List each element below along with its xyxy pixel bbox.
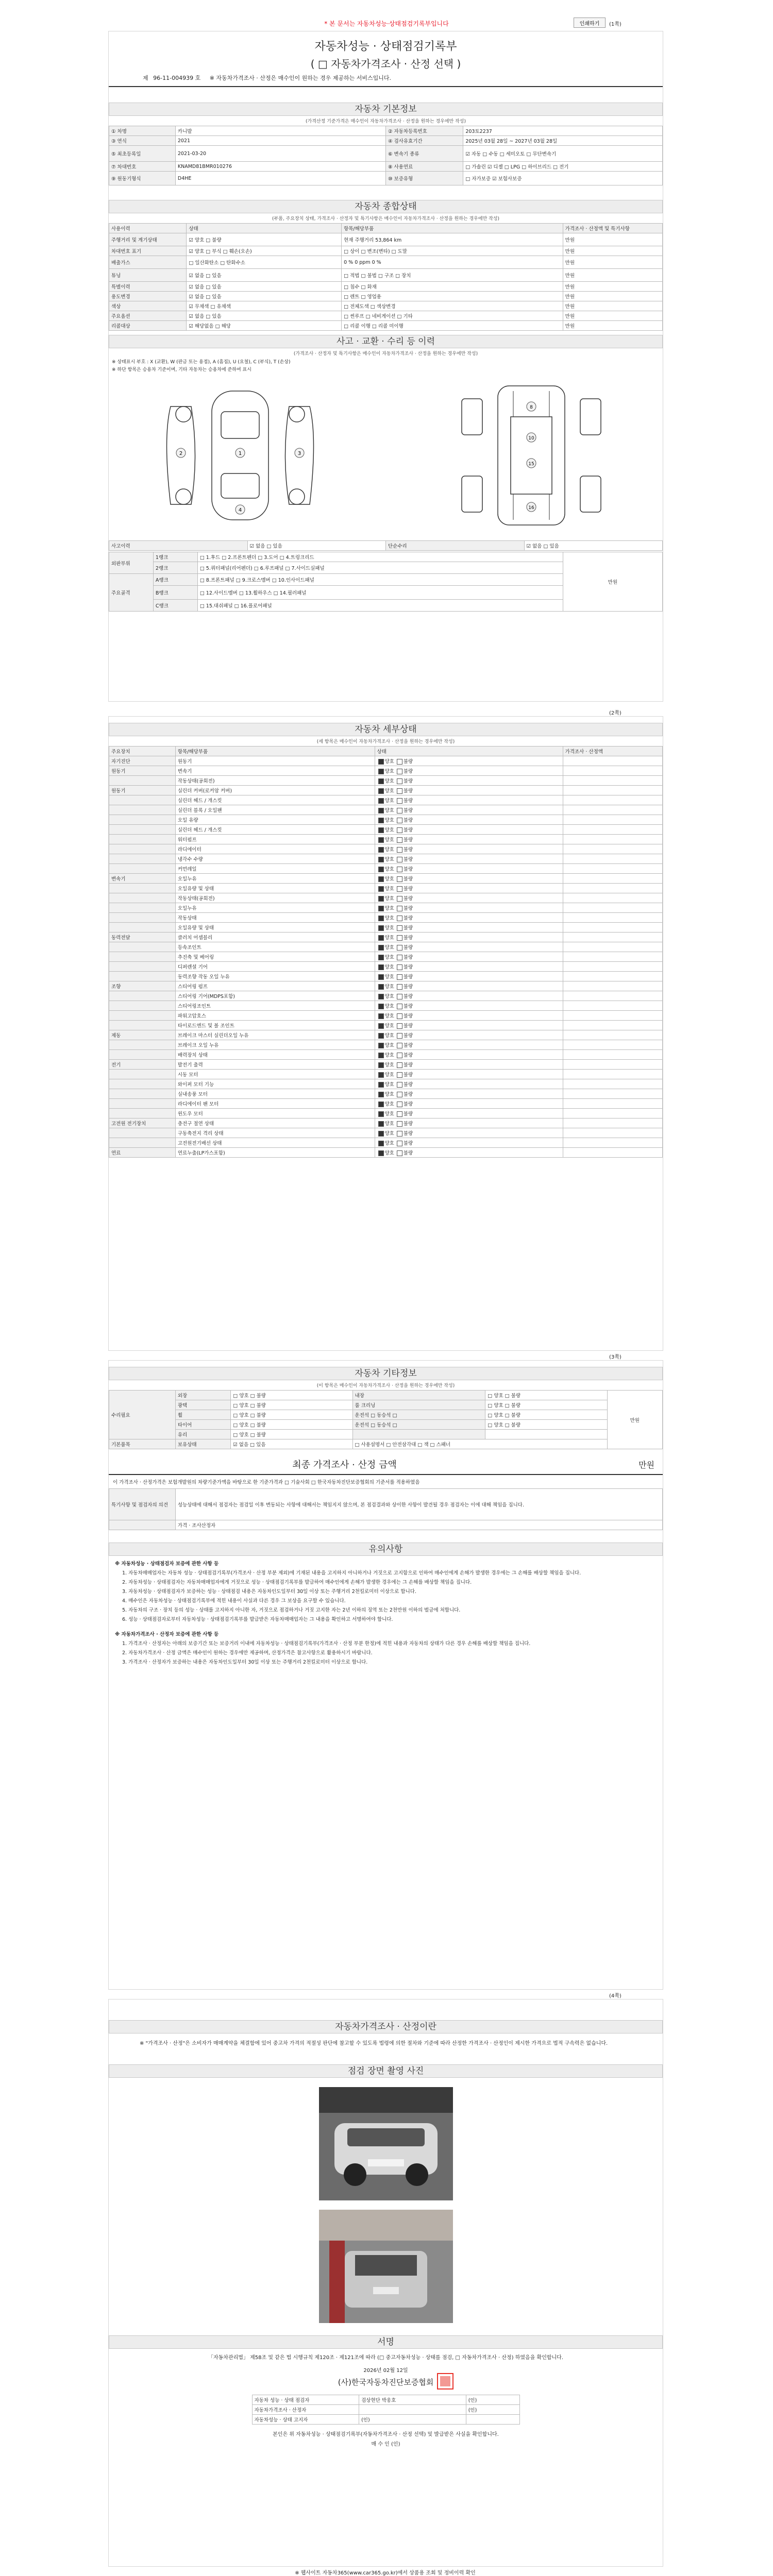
table-row: C랭크 □ 15.대쉬패널 □ 16.플로어패널 — [109, 600, 663, 612]
status-cell: 양호 불량 — [375, 805, 563, 815]
status-cell: 양호 불량 — [375, 1079, 563, 1089]
etc-table — [109, 1390, 663, 1449]
checkbox-icon — [397, 916, 402, 921]
doc-title: 자동차성능 · 상태점검기록부 — [314, 40, 457, 53]
checkbox-icon — [397, 896, 402, 902]
status-cell: 양호 불량 — [375, 786, 563, 795]
table-row: 와이퍼 모터 기능 양호 불량 — [109, 1079, 663, 1089]
table-row: 추진축 및 베어링 양호 불량 — [109, 952, 663, 962]
checkbox-icon — [397, 1062, 402, 1068]
table-row: 2랭크 □ 5.쿼터패널(리어펜더) □ 6.루프패널 □ 7.사이드실패널 — [109, 562, 663, 574]
status-cell: 양호 불량 — [375, 1030, 563, 1040]
checkbox-icon — [397, 778, 402, 784]
checkbox-icon — [378, 974, 384, 980]
checkbox-icon — [378, 759, 384, 765]
checkbox-icon — [378, 1111, 384, 1117]
checkbox-icon — [378, 1043, 384, 1048]
table-row: 조향 스티어링 펌프 양호 불량 — [109, 981, 663, 991]
page-4 — [108, 1999, 663, 2567]
table-row: 제동 브레이크 마스터 실린더오일 누유 양호 불량 — [109, 1030, 663, 1040]
checkbox-icon — [378, 818, 384, 823]
checkbox-icon — [378, 1092, 384, 1097]
table-row: 배력장치 상태 양호 불량 — [109, 1050, 663, 1060]
table-row: 냉각수 수량 양호 불량 — [109, 854, 663, 864]
table-row: 원동기 실린더 커버(로커암 커버) 양호 불량 — [109, 786, 663, 795]
status-cell: 양호 불량 — [375, 933, 563, 942]
table-row: 디퍼렌셜 기어 양호 불량 — [109, 962, 663, 972]
doc-no-label: 제 — [143, 75, 148, 81]
sign-date: 2026년 02월 12일 — [363, 2368, 408, 2374]
overall-table — [109, 223, 663, 331]
table-row: 주요골격 A랭크 □ 8.프론트패널 □ 9.크로스멤버 □ 10.인사이드패널 — [109, 574, 663, 586]
table-row: 고전원 전기장치 충전구 절연 상태 양호 불량 — [109, 1118, 663, 1128]
status-cell: 양호 불량 — [375, 972, 563, 981]
checkbox-icon — [397, 1121, 402, 1127]
checkbox-icon — [397, 1043, 402, 1048]
table-row: 오일누유 양호 불량 — [109, 903, 663, 913]
checkbox-icon — [378, 1013, 384, 1019]
status-cell: 양호 불량 — [375, 874, 563, 884]
doc-notice: ※ 자동차가격조사 · 산정은 매수인이 원하는 경우 제공하는 서비스입니다. — [209, 75, 392, 81]
table-row: 배출가스 □ 일산화탄소 □ 탄화수소 0 % 0 ppm 0 % 만원 — [109, 256, 663, 269]
table-row: 튜닝 ☑ 없음 □ 있음 □ 적법 □ 불법 □ 구조 □ 장치 만원 — [109, 269, 663, 282]
table-row: 연료 연료누출(LP가스포함) 양호 불량 — [109, 1148, 663, 1158]
status-cell: 양호 불량 — [375, 1021, 563, 1030]
final-note: 이 가격조사 · 산정가격은 보험개발원의 차량기준가액을 바탕으로 한 기준가격과 □ 기술사회 □ 한국자동차진단보증협회의 기준서를 적용하였음 — [113, 1480, 420, 1485]
checkbox-icon — [378, 867, 384, 872]
table-row: 특별이력 ☑ 없음 □ 있음 □ 침수 □ 화재 만원 — [109, 282, 663, 292]
checkbox-icon — [397, 935, 402, 941]
basic-table — [109, 126, 663, 185]
table-row: 가격 · 조사산정자 — [109, 1520, 663, 1530]
table-row: 스티어링조인트 양호 불량 — [109, 1001, 663, 1011]
accident-sub: (가격조사 · 산정자 및 특기사항은 매수인이 자동차가격조사 · 산정을 원하는 경우에만 작성) — [293, 351, 478, 357]
table-row: 파워고압호스 양호 불량 — [109, 1011, 663, 1021]
overall-sub: (부품, 주요장치 상태, 가격조사 · 산정자 및 특기사항은 매수인이 자동차가격조사 · 산정을 원하는 경우에만 작성) — [272, 216, 500, 222]
checkbox-icon — [378, 1053, 384, 1058]
buyer-sign: 매 수 인 (인) — [371, 2442, 400, 2447]
sign-text: 「자동차관리법」 제58조 및 같은 법 시행규칙 제120조 · 제121조에 따라 (□ 중고자동차성능 · 상태를 점검, □ 자동차가격조사 · 산정) 하였음을 확인합니다. — [208, 2355, 564, 2361]
table-row: 윈도우 모터 양호 불량 — [109, 1109, 663, 1118]
table-row: 브레이크 오일 누유 양호 불량 — [109, 1040, 663, 1050]
checkbox-icon — [378, 827, 384, 833]
page-number: (1쪽) — [609, 22, 621, 27]
caution-item: 5. 자동차의 구조 · 장치 등의 성능 · 상태를 고지하지 아니한 자, 거짓으로 점검하거나 거짓 고지한 자는 2년 이하의 징역 또는 2천만원 이하의 벌금에 처합니다. — [122, 1607, 461, 1613]
table-row: 변속기 오일누유 양호 불량 — [109, 874, 663, 884]
table-row: 사고이력 ☑ 없음 □ 있음 단순수리 ☑ 없음 □ 있음 — [109, 541, 663, 551]
svg-text:4: 4 — [238, 507, 242, 513]
detail-sub: (세 항목은 매수인이 자동차가격조사 · 산정을 원하는 경우에만 작성) — [316, 739, 455, 744]
caution-heading: ※ 자동차성능 · 상태점검자 보증에 관한 사항 등 — [115, 1561, 219, 1567]
status-cell: 양호 불량 — [375, 981, 563, 991]
page-number: (4쪽) — [609, 1993, 621, 1999]
detail-table — [109, 746, 663, 1158]
table-row: 오일유량 및 상태 양호 불량 — [109, 923, 663, 933]
status-cell: 양호 불량 — [375, 835, 563, 844]
table-row: 용도변경 ☑ 없음 □ 있음 □ 렌트 □ 영업용 만원 — [109, 292, 663, 301]
table-row: 실내송풍 모터 양호 불량 — [109, 1089, 663, 1099]
checkbox-icon — [378, 798, 384, 804]
checkbox-icon — [397, 759, 402, 765]
status-cell: 양호 불량 — [375, 942, 563, 952]
table-row: 기본품목 보유상태 ☑ 없음 □ 있음 □ 사용설명서 □ 안전삼각대 □ 잭 □ 스패너 — [109, 1439, 663, 1449]
checkbox-icon — [378, 906, 384, 911]
table-row: ① 차명 카니발 ② 자동차등록번호 203토2237 — [109, 126, 663, 136]
page-1 — [108, 31, 663, 702]
checkbox-icon — [397, 984, 402, 990]
table-row: 리콜대상 ☑ 해당없음 □ 해당 □ 리콜 이행 □ 리콜 미이행 만원 — [109, 321, 663, 331]
svg-text:8: 8 — [530, 405, 533, 410]
table-row: 색상 ☑ 무채색 □ 유채색 □ 전체도색 □ 색상변경 만원 — [109, 301, 663, 311]
status-cell: 양호 불량 — [375, 795, 563, 805]
checkbox-icon — [378, 984, 384, 990]
checkbox-icon — [378, 994, 384, 999]
checkbox-icon — [397, 1013, 402, 1019]
table-row: 워터펌프 양호 불량 — [109, 835, 663, 844]
checkbox-icon — [397, 994, 402, 999]
accident-legend: ※ 상태표시 부호 : X (교환), W (판금 또는 용접), A (흠집), U (요철), C (부식), T (손상) — [112, 360, 291, 365]
accident-note: ※ 하단 항목은 승용차 기준이며, 기타 자동차는 승용차에 준하여 표시 — [112, 367, 251, 372]
status-cell: 양호 불량 — [375, 844, 563, 854]
caution-list — [115, 1569, 657, 1623]
section-sign: 서명 — [109, 2335, 663, 2349]
section-info: 자동차가격조사 · 산정이란 — [109, 2020, 663, 2033]
status-cell: 양호 불량 — [375, 766, 563, 776]
table-row: 스티어링 기어(MDPS포함) 양호 불량 — [109, 991, 663, 1001]
table-row: 수리필요 외장 □ 양호 □ 불량 내장 □ 양호 □ 불량 만원 — [109, 1391, 663, 1400]
final-unit: 만원 — [638, 1460, 654, 1470]
table-row: 전기 발전기 출력 양호 불량 — [109, 1060, 663, 1070]
status-cell: 양호 불량 — [375, 884, 563, 893]
table-row: ③ 연식 2021 ④ 검사유효기간 2025년 03월 28일 ~ 2027년 03월 28일 — [109, 136, 663, 146]
checkbox-icon — [378, 857, 384, 862]
status-cell: 양호 불량 — [375, 1109, 563, 1118]
table-row: 자동차 성능 · 상태 점검자 검상현단 박웅호 (인) — [252, 2395, 519, 2405]
checkbox-icon — [378, 876, 384, 882]
table-row: 작동상태(공회전) 양호 불량 — [109, 776, 663, 786]
table-row: 등속조인트 양호 불량 — [109, 942, 663, 952]
checkbox-icon — [397, 867, 402, 872]
caution-item: 3. 가격조사 · 산정자가 보증하는 내용은 자동차인도일부터 30일 이상 또는 주행거리 2천킬로미터 이상으로 합니다. — [122, 1659, 368, 1665]
checkbox-icon — [397, 1072, 402, 1078]
table-row: 타이로드엔드 및 볼 조인트 양호 불량 — [109, 1021, 663, 1030]
stamp-icon — [436, 2372, 454, 2390]
page-3 — [108, 1360, 663, 1990]
status-cell: 양호 불량 — [375, 962, 563, 972]
svg-text:15: 15 — [528, 462, 534, 467]
table-row: 실린더 블록 / 오일팬 양호 불량 — [109, 805, 663, 815]
table-row: 광택 □ 양호 □ 불량 룸 크리닝 □ 양호 □ 불량 — [109, 1400, 663, 1410]
table-row: 구동축전지 격리 상태 양호 불량 — [109, 1128, 663, 1138]
table-row: 주행거리 및 계기상태 ☑ 양호 □ 불량 현재 주행거리 53,864 km 만원 — [109, 233, 663, 246]
checkbox-icon — [397, 1023, 402, 1029]
checkbox-icon — [378, 964, 384, 970]
caution-item: 6. 성능 · 상태점검자로부터 자동차성능 · 상태점검기록부를 발급받은 자동차매매업자는 그 내용을 확인하고 서명하여야 합니다. — [122, 1617, 393, 1622]
checkbox-icon — [397, 1033, 402, 1039]
checkbox-icon — [378, 808, 384, 814]
checkbox-icon — [378, 896, 384, 902]
checkbox-icon — [378, 788, 384, 794]
table-row: 유리 □ 양호 □ 불량 — [109, 1430, 663, 1439]
table-row: 타이어 □ 양호 □ 불량 운전석 □ 동승석 □ □ 양호 □ 불량 — [109, 1420, 663, 1430]
doc-no: 96-11-004939 — [153, 75, 194, 81]
table-row: ⑦ 차대번호 KNAMD81BMR010276 ⑧ 사용연료 □ 가솔린 ☑ 디젤 □ LPG □ 하이브리드 □ 전기 — [109, 162, 663, 172]
page-number: (2쪽) — [609, 710, 621, 716]
checkbox-icon — [397, 974, 402, 980]
table-row: B랭크 □ 12.사이드멤버 □ 13.휠하우스 □ 14.필러패널 — [109, 586, 663, 600]
status-cell: 양호 불량 — [375, 864, 563, 874]
sign-org: (사)한국자동차진단보증협회 — [338, 2378, 434, 2387]
checkbox-icon — [397, 1092, 402, 1097]
checkbox-icon — [397, 857, 402, 862]
info-text: ※ "가격조사 · 산정"은 소비자가 매매계약을 체결함에 있어 중고차 가격의 적절성 판단에 참고할 수 있도록 법령에 의한 절차와 기준에 따라 산정한 가격조사 · 산정인이 제시한 가격으로 법적 구속력은 없습니다. — [140, 2041, 608, 2046]
status-cell: 양호 불량 — [375, 1001, 563, 1011]
table-row: 실린더 헤드 / 개스킷 양호 불량 — [109, 825, 663, 835]
table-row: 원동기 변속기 양호 불량 — [109, 766, 663, 776]
checkbox-icon — [397, 837, 402, 843]
checkbox-icon — [397, 1141, 402, 1146]
checkbox-icon — [397, 1101, 402, 1107]
checkbox-icon — [378, 1131, 384, 1137]
car-diagrams — [109, 376, 663, 540]
table-row: 라디에이터 양호 불량 — [109, 844, 663, 854]
table-row: 작동상태 양호 불량 — [109, 913, 663, 923]
doc-no-suffix: 호 — [195, 75, 201, 81]
sign-table — [252, 2395, 520, 2425]
status-cell: 양호 불량 — [375, 903, 563, 913]
status-cell: 양호 불량 — [375, 1011, 563, 1021]
table-row: 특기사항 및 점검자의 의견 성능상태에 대해서 점검자는 점검일 이후 변동되는 사항에 대해서는 책임지지 않으며, 본 점검결과와 상이한 사항이 발견될 경우 점검자는 이에 대해 책임을 집니다. — [109, 1489, 663, 1520]
checkbox-icon — [378, 1082, 384, 1088]
final-table — [109, 1488, 663, 1530]
table-row: 시동 모터 양호 불량 — [109, 1070, 663, 1079]
checkbox-icon — [397, 886, 402, 892]
checkbox-icon — [397, 808, 402, 814]
caution-item: 1. 자동차매매업자는 자동차 성능 · 상태점검기록부(가격조사 · 산정 부분 제외)에 기재된 내용을 고지하지 아니하거나 거짓으로 고지함으로 인하여 매수인에게 손해가 발생한 경우에는 그 손해를 배상할 책임을 집니다. — [122, 1570, 581, 1576]
checkbox-icon — [397, 788, 402, 794]
checkbox-icon — [397, 876, 402, 882]
page-number: (3쪽) — [609, 1354, 621, 1360]
caution-item: 2. 자동차가격조사 · 산정 금액은 매수인이 원하는 경우에만 제공하며, 산정가격은 참고사항으로 활용하시기 바랍니다. — [122, 1650, 373, 1656]
accident-summary — [109, 540, 663, 551]
section-accident: 사고 · 교환 · 수리 등 이력 — [109, 335, 663, 348]
checkbox-icon — [378, 1004, 384, 1009]
checkbox-icon — [397, 925, 402, 931]
svg-text:3: 3 — [297, 451, 301, 456]
top-notice: * 본 문서는 자동차성능·상태점검기록부입니다 — [324, 20, 449, 27]
checkbox-icon — [378, 1023, 384, 1029]
checkbox-icon — [397, 906, 402, 911]
caution-list — [115, 1640, 657, 1666]
checkbox-icon — [397, 1004, 402, 1009]
car-diagram-frame — [431, 376, 632, 538]
caution-heading: ※ 자동차가격조사 · 산정자 보증에 관한 사항 등 — [115, 1632, 219, 1637]
table-row: 실린더 헤드 / 개스킷 양호 불량 — [109, 795, 663, 805]
table-row: 라디에이터 팬 모터 양호 불량 — [109, 1099, 663, 1109]
checkbox-icon — [397, 945, 402, 951]
checkbox-icon — [378, 1121, 384, 1127]
svg-text:16: 16 — [528, 505, 534, 511]
status-cell: 양호 불량 — [375, 825, 563, 835]
section-photo: 점검 장면 촬영 사진 — [109, 2064, 663, 2078]
status-cell: 양호 불량 — [375, 991, 563, 1001]
footer-text: ※ 웹사이트 자동차365(www.car365.go.kr)에서 상품용 조회 및 정비이력 확인 — [295, 2570, 476, 2576]
checkbox-icon — [378, 1141, 384, 1146]
table-header-row: 주요장치 항목/해당부품 상태 가격조사 · 산정액 — [109, 747, 663, 756]
checkbox-icon — [397, 1111, 402, 1117]
svg-text:2: 2 — [179, 451, 183, 456]
checkbox-icon — [378, 1033, 384, 1039]
table-row: 휠 □ 양호 □ 불량 운전석 □ 동승석 □ □ 양호 □ 불량 — [109, 1410, 663, 1420]
etc-sub: (이 항목은 매수인이 자동차가격조사 · 산정을 원하는 경우에만 작성) — [316, 1383, 455, 1388]
section-etc: 자동차 기타정보 — [109, 1367, 663, 1380]
status-cell: 양호 불량 — [375, 854, 563, 864]
caution-item: 4. 매수인은 자동차성능 · 상태점검기록부에 적힌 내용이 사실과 다른 경우 그 보상을 요구할 수 있습니다. — [122, 1598, 346, 1604]
status-cell: 양호 불량 — [375, 1148, 563, 1158]
checkbox-icon — [378, 1150, 384, 1156]
sign-confirm: 본인은 위 자동차성능 · 상태점검기록부(자동차가격조사 · 산정 선택) 및 발급받은 사실을 확인합니다. — [273, 2432, 499, 2437]
status-cell: 양호 불량 — [375, 756, 563, 766]
checkbox-icon — [378, 935, 384, 941]
checkbox-icon — [378, 1062, 384, 1068]
checkbox-icon — [378, 1101, 384, 1107]
table-row: 외판부위 1랭크 □ 1.후드 □ 2.프론트펜더 □ 3.도어 □ 4.트렁크리드 만원 — [109, 552, 663, 562]
table-row: 자동차성능 · 상태 고지자 (인) — [252, 2415, 519, 2425]
checkbox-icon — [397, 798, 402, 804]
checkbox-icon — [378, 955, 384, 960]
table-row: 작동상태(공회전) 양호 불량 — [109, 893, 663, 903]
checkbox-icon — [378, 769, 384, 774]
section-detail: 자동차 세부상태 — [109, 723, 663, 736]
page-2 — [108, 716, 663, 1351]
status-cell: 양호 불량 — [375, 1050, 563, 1060]
table-header-row: 사용이력 상태 항목/해당부품 가격조사 · 산정액 및 특기사항 — [109, 224, 663, 233]
table-row: 오일유량 및 상태 양호 불량 — [109, 884, 663, 893]
checkbox-icon — [378, 778, 384, 784]
section-final: 최종 가격조사 · 산정 금액 — [292, 1460, 397, 1470]
checkbox-icon — [378, 837, 384, 843]
section-basic: 자동차 기본정보 — [109, 103, 663, 116]
status-cell: 양호 불량 — [375, 923, 563, 933]
caution-item: 3. 자동차성능 · 상태점검자가 보증하는 성능 · 상태점검 내용은 자동차인도일부터 30일 이상 또는 주행거리 2천킬로미터 이상으로 합니다. — [122, 1589, 416, 1595]
status-cell: 양호 불량 — [375, 1060, 563, 1070]
checkbox-icon — [397, 769, 402, 774]
table-row: ⑤ 최초등록일 2021-03-20 ⑥ 변속기 종류 ☑ 자동 □ 수동 □ 세미오토 □ 무단변속기 — [109, 146, 663, 162]
section-caution: 유의사항 — [109, 1543, 663, 1556]
table-row: 오일 유량 양호 불량 — [109, 815, 663, 825]
print-button[interactable]: 인쇄하기 — [574, 18, 606, 28]
checkbox-icon — [397, 955, 402, 960]
checkbox-icon — [397, 1053, 402, 1058]
checkbox-icon — [378, 847, 384, 853]
doc-subtitle: ( □ 자동차가격조사 · 산정 선택 ) — [310, 58, 461, 70]
inspection-photo-2 — [319, 2210, 453, 2323]
checkbox-icon — [378, 1072, 384, 1078]
status-cell: 양호 불량 — [375, 1099, 563, 1109]
status-cell: 양호 불량 — [375, 1040, 563, 1050]
table-row: 자기진단 원동기 양호 불량 — [109, 756, 663, 766]
status-cell: 양호 불량 — [375, 913, 563, 923]
checkbox-icon — [397, 827, 402, 833]
table-row: ⑨ 원동기형식 D4HE ⑩ 보증유형 □ 자가보증 ☑ 보험사보증 — [109, 172, 663, 185]
table-row: 고전원전기배선 상태 양호 불량 — [109, 1138, 663, 1148]
frame-table — [109, 552, 663, 612]
checkbox-icon — [378, 945, 384, 951]
status-cell: 양호 불량 — [375, 1089, 563, 1099]
checkbox-icon — [397, 964, 402, 970]
checkbox-icon — [378, 916, 384, 921]
section-overall: 자동차 종합상태 — [109, 200, 663, 213]
table-row: 동력전달 클러치 어셈블리 양호 불량 — [109, 933, 663, 942]
table-row: 차대번호 표기 ☑ 양호 □ 부식 □ 훼손(오손) □ 상이 □ 변조(변타) □ 도말 만원 — [109, 246, 663, 256]
table-row: 동력조향 작동 오일 누유 양호 불량 — [109, 972, 663, 981]
checkbox-icon — [378, 925, 384, 931]
caution-item: 2. 자동차성능 · 상태점검자는 자동차매매업자에게 거짓으로 성능 · 상태점검기록부를 발급하여 매수인에게 손해가 발생한 경우에는 그 손해를 배상할 책임을 집니다. — [122, 1580, 472, 1585]
status-cell: 양호 불량 — [375, 1138, 563, 1148]
status-cell: 양호 불량 — [375, 1128, 563, 1138]
checkbox-icon — [397, 818, 402, 823]
status-cell: 양호 불량 — [375, 952, 563, 962]
car-diagram-exterior — [140, 376, 341, 538]
inspection-photo-1 — [319, 2087, 453, 2200]
checkbox-icon — [397, 1082, 402, 1088]
table-row: 커먼레일 양호 불량 — [109, 864, 663, 874]
checkbox-icon — [378, 886, 384, 892]
table-row: 주요옵션 ☑ 없음 □ 있음 □ 썬루프 □ 네비게이션 □ 기타 만원 — [109, 311, 663, 321]
status-cell: 양호 불량 — [375, 1118, 563, 1128]
status-cell: 양호 불량 — [375, 776, 563, 786]
status-cell: 양호 불량 — [375, 815, 563, 825]
svg-text:1: 1 — [238, 451, 242, 456]
table-row: 자동차가격조사 · 산정자 (인) — [252, 2405, 519, 2415]
status-cell: 양호 불량 — [375, 1070, 563, 1079]
caution-item: 1. 가격조사 · 산정자는 아래의 보증기간 또는 보증거리 이내에 자동차성능 · 상태점검기록부(가격조사 · 산정 부분 한정)에 적힌 내용과 자동차의 상태가 다른 경우 손해를 배상할 책임을 집니다. — [122, 1641, 531, 1647]
checkbox-icon — [397, 1131, 402, 1137]
checkbox-icon — [397, 1150, 402, 1156]
basic-sub: (가격산정 기준가격은 매수인이 자동차가격조사 · 산정을 원하는 경우에만 작성) — [306, 119, 466, 124]
checkbox-icon — [397, 847, 402, 853]
status-cell: 양호 불량 — [375, 893, 563, 903]
svg-text:10: 10 — [528, 436, 534, 441]
